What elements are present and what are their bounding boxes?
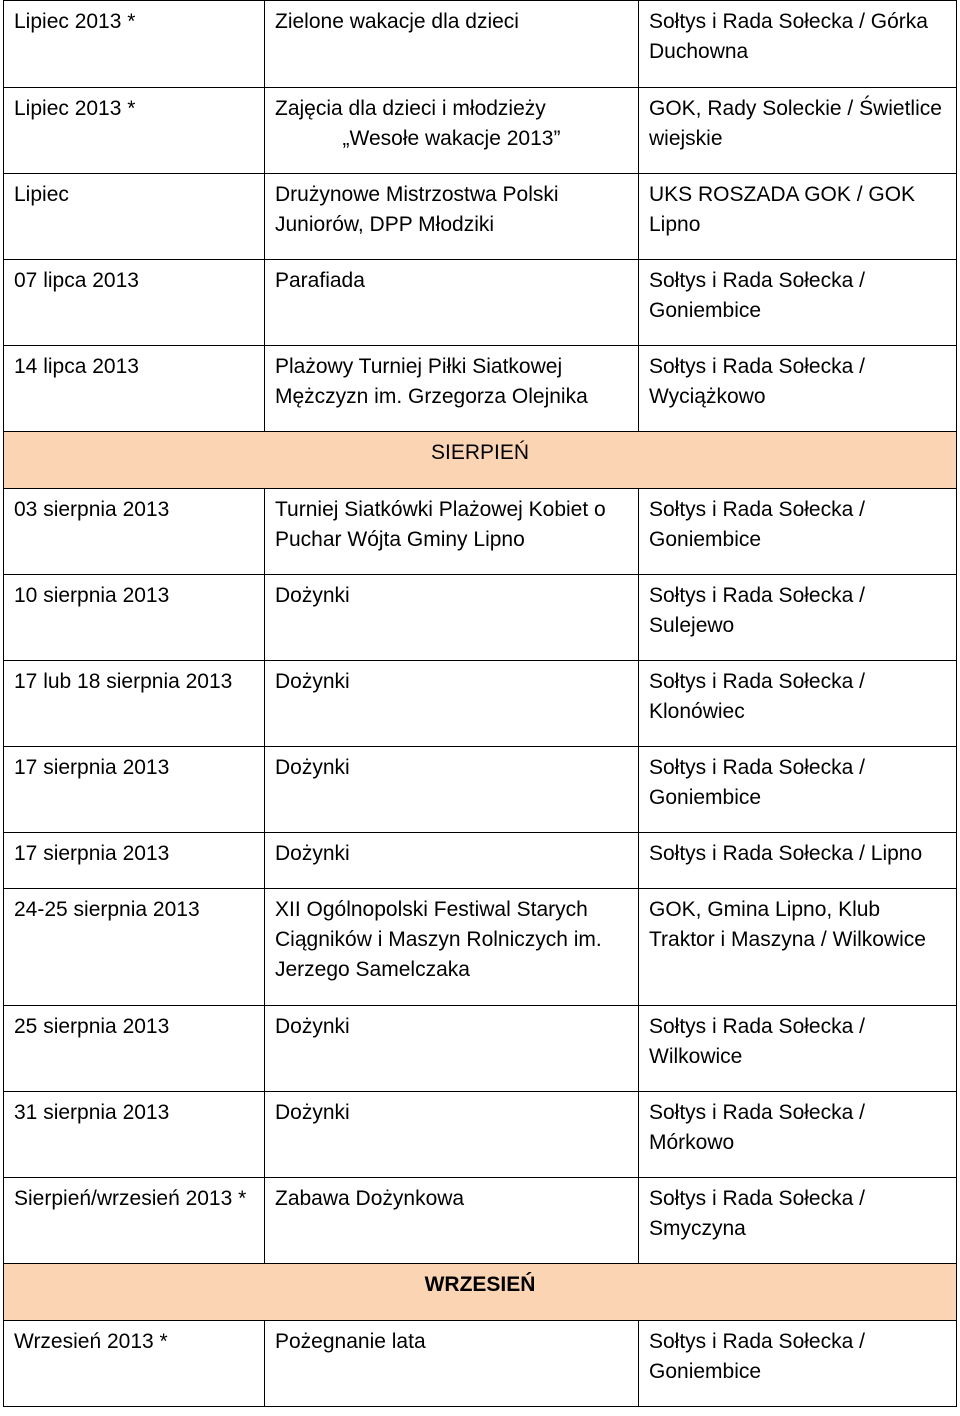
date-cell: 17 sierpnia 2013 bbox=[4, 747, 265, 833]
event-cell: Dożynki bbox=[265, 575, 639, 661]
events-table bbox=[3, 0, 957, 1407]
event-cell: Turniej Siatkówki Plażowej Kobiet o Puchar Wójta Gminy Lipno bbox=[265, 489, 639, 575]
table-row bbox=[4, 346, 957, 432]
organizer-cell: Sołtys i Rada Sołecka / Sulejewo bbox=[639, 575, 957, 661]
organizer-cell: GOK, Rady Soleckie / Świetlice wiejskie bbox=[639, 88, 957, 174]
organizer-cell: Sołtys i Rada Sołecka / Goniembice bbox=[639, 489, 957, 575]
organizer-cell: UKS ROSZADA GOK / GOK Lipno bbox=[639, 174, 957, 260]
organizer-cell: Sołtys i Rada Sołecka / Goniembice bbox=[639, 260, 957, 346]
date-cell: Wrzesień 2013 * bbox=[4, 1321, 265, 1407]
date-cell: 25 sierpnia 2013 bbox=[4, 1006, 265, 1092]
organizer-cell: GOK, Gmina Lipno, Klub Traktor i Maszyna / Wilkowice bbox=[639, 889, 957, 1006]
organizer-cell: Sołtys i Rada Sołecka / Wilkowice bbox=[639, 1006, 957, 1092]
event-line: „Wesołe wakacje 2013” bbox=[342, 127, 561, 150]
date-cell: Sierpień/wrzesień 2013 * bbox=[4, 1178, 265, 1264]
organizer-cell: Sołtys i Rada Sołecka / Mórkowo bbox=[639, 1092, 957, 1178]
table-row bbox=[4, 1006, 957, 1092]
table-row bbox=[4, 747, 957, 833]
table-row bbox=[4, 1321, 957, 1407]
date-cell: 17 lub 18 sierpnia 2013 bbox=[4, 661, 265, 747]
table-row bbox=[4, 661, 957, 747]
date-cell: 14 lipca 2013 bbox=[4, 346, 265, 432]
event-cell: Dożynki bbox=[265, 747, 639, 833]
event-cell: Parafiada bbox=[265, 260, 639, 346]
event-cell: Zielone wakacje dla dzieci bbox=[265, 1, 639, 88]
table-row bbox=[4, 1178, 957, 1264]
table-row bbox=[4, 88, 957, 174]
table-row bbox=[4, 575, 957, 661]
organizer-cell: Sołtys i Rada Sołecka / Klonówiec bbox=[639, 661, 957, 747]
table-row bbox=[4, 260, 957, 346]
event-cell: Pożegnanie lata bbox=[265, 1321, 639, 1407]
event-cell: Plażowy Turniej Piłki Siatkowej Mężczyzn im. Grzegorza Olejnika bbox=[265, 346, 639, 432]
date-cell: Lipiec 2013 * bbox=[4, 88, 265, 174]
event-cell: Dożynki bbox=[265, 833, 639, 889]
organizer-cell: Sołtys i Rada Sołecka / Wyciążkowo bbox=[639, 346, 957, 432]
event-cell: Dożynki bbox=[265, 661, 639, 747]
organizer-cell: Sołtys i Rada Sołecka / Smyczyna bbox=[639, 1178, 957, 1264]
month-header-row bbox=[4, 1264, 957, 1321]
month-header-wrzesien: WRZESIEŃ bbox=[4, 1264, 957, 1321]
table-row bbox=[4, 489, 957, 575]
organizer-cell: Sołtys i Rada Sołecka / Goniembice bbox=[639, 747, 957, 833]
date-cell: 10 sierpnia 2013 bbox=[4, 575, 265, 661]
table-row bbox=[4, 833, 957, 889]
table-row bbox=[4, 174, 957, 260]
event-cell: Dożynki bbox=[265, 1006, 639, 1092]
organizer-cell: Sołtys i Rada Sołecka / Lipno bbox=[639, 833, 957, 889]
event-cell: Drużynowe Mistrzostwa Polski Juniorów, DPP Młodziki bbox=[265, 174, 639, 260]
date-cell: 31 sierpnia 2013 bbox=[4, 1092, 265, 1178]
date-cell: 17 sierpnia 2013 bbox=[4, 833, 265, 889]
table-row bbox=[4, 889, 957, 1006]
date-cell: 03 sierpnia 2013 bbox=[4, 489, 265, 575]
organizer-cell: Sołtys i Rada Sołecka / Górka Duchowna bbox=[639, 1, 957, 88]
date-cell: 07 lipca 2013 bbox=[4, 260, 265, 346]
date-cell: Lipiec 2013 * bbox=[4, 1, 265, 88]
event-cell: XII Ogólnopolski Festiwal Starych Ciągników i Maszyn Rolniczych im. Jerzego Samelczaka bbox=[265, 889, 639, 1006]
table-row bbox=[4, 1, 957, 88]
event-cell: Dożynki bbox=[265, 1092, 639, 1178]
date-cell: 24-25 sierpnia 2013 bbox=[4, 889, 265, 1006]
month-header-sierpien: SIERPIEŃ bbox=[4, 432, 957, 489]
organizer-cell: Sołtys i Rada Sołecka / Goniembice bbox=[639, 1321, 957, 1407]
event-cell: Zabawa Dożynkowa bbox=[265, 1178, 639, 1264]
event-line: Zajęcia dla dzieci i młodzieży bbox=[275, 97, 546, 120]
date-cell: Lipiec bbox=[4, 174, 265, 260]
month-header-row bbox=[4, 432, 957, 489]
table-row bbox=[4, 1092, 957, 1178]
event-cell bbox=[265, 88, 639, 174]
